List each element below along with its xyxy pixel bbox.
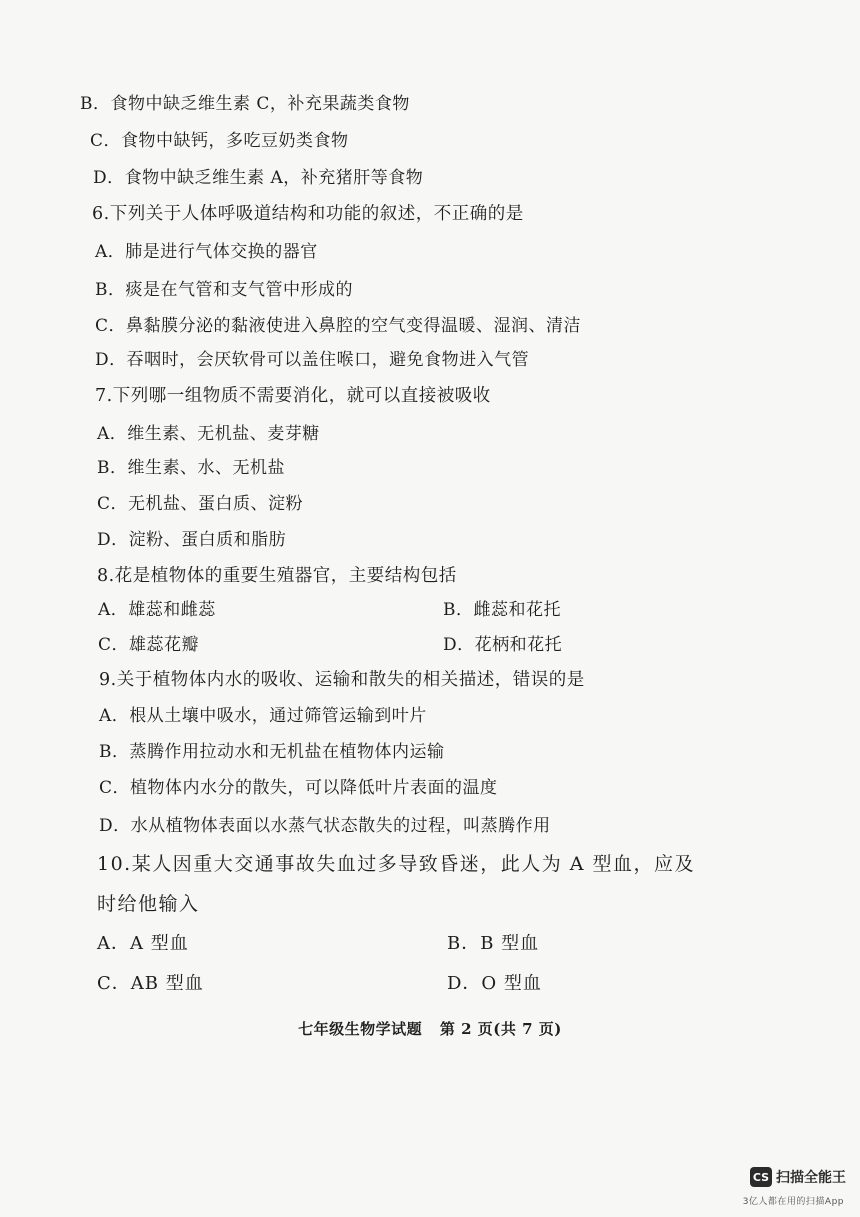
q10-option-a: A．A 型血	[97, 933, 189, 954]
q5-option-b: B．食物中缺乏维生素 C，补充果蔬类食物	[80, 94, 410, 114]
camscanner-logo-icon: CS	[750, 1167, 772, 1187]
q6-option-a: A．肺是进行气体交换的器官	[95, 242, 318, 262]
watermark-tagline: 3亿人都在用的扫描App	[742, 1197, 844, 1207]
q7-stem: 7.下列哪一组物质不需要消化，就可以直接被吸收	[95, 386, 491, 406]
q10-stem-line1: 10.某人因重大交通事故失血过多导致昏迷，此人为 A 型血，应及	[97, 853, 696, 875]
q6-option-c: C．鼻黏膜分泌的黏液使进入鼻腔的空气变得温暖、湿润、清洁	[95, 316, 582, 336]
q8-option-b: B．雌蕊和花托	[443, 600, 561, 620]
q10-stem-line2: 时给他输入	[97, 893, 200, 915]
q10-option-d: D．O 型血	[447, 973, 542, 994]
q8-stem: 8.花是植物体的重要生殖器官，主要结构包括	[97, 566, 457, 586]
scanner-watermark	[750, 1167, 846, 1187]
q7-option-a: A．维生素、无机盐、麦芽糖	[97, 424, 320, 444]
q9-option-c: C．植物体内水分的散失，可以降低叶片表面的温度	[99, 778, 498, 798]
q8-option-c: C．雄蕊花瓣	[98, 635, 200, 655]
q9-option-d: D．水从植物体表面以水蒸气状态散失的过程，叫蒸腾作用	[99, 816, 551, 836]
q5-option-c: C．食物中缺钙，多吃豆奶类食物	[90, 131, 349, 151]
q6-option-d: D．吞咽时，会厌软骨可以盖住喉口，避免食物进入气管	[95, 350, 530, 370]
q5-option-d: D．食物中缺乏维生素 A，补充猪肝等食物	[93, 168, 424, 188]
q6-stem: 6.下列关于人体呼吸道结构和功能的叙述，不正确的是	[92, 204, 524, 224]
q8-option-a: A．雄蕊和雌蕊	[98, 600, 216, 620]
q7-option-d: D．淀粉、蛋白质和脂肪	[97, 530, 287, 550]
q10-option-c: C．AB 型血	[97, 973, 204, 994]
q7-option-b: B．维生素、水、无机盐	[97, 458, 285, 478]
q10-option-b: B．B 型血	[447, 933, 540, 954]
page-footer	[0, 1018, 860, 1039]
footer-subject: 七年级生物学试题	[298, 1020, 423, 1038]
watermark-name: 扫描全能王	[776, 1170, 846, 1186]
q6-option-b: B．痰是在气管和支气管中形成的	[95, 280, 353, 300]
footer-page-number: 第 2 页(共 7 页)	[439, 1020, 562, 1038]
q9-stem: 9.关于植物体内水的吸收、运输和散失的相关描述，错误的是	[99, 670, 585, 690]
q7-option-c: C．无机盐、蛋白质、淀粉	[97, 494, 304, 514]
q9-option-b: B．蒸腾作用拉动水和无机盐在植物体内运输	[99, 742, 445, 762]
q8-option-d: D．花柄和花托	[443, 635, 563, 655]
q9-option-a: A．根从土壤中吸水，通过筛管运输到叶片	[99, 706, 427, 726]
